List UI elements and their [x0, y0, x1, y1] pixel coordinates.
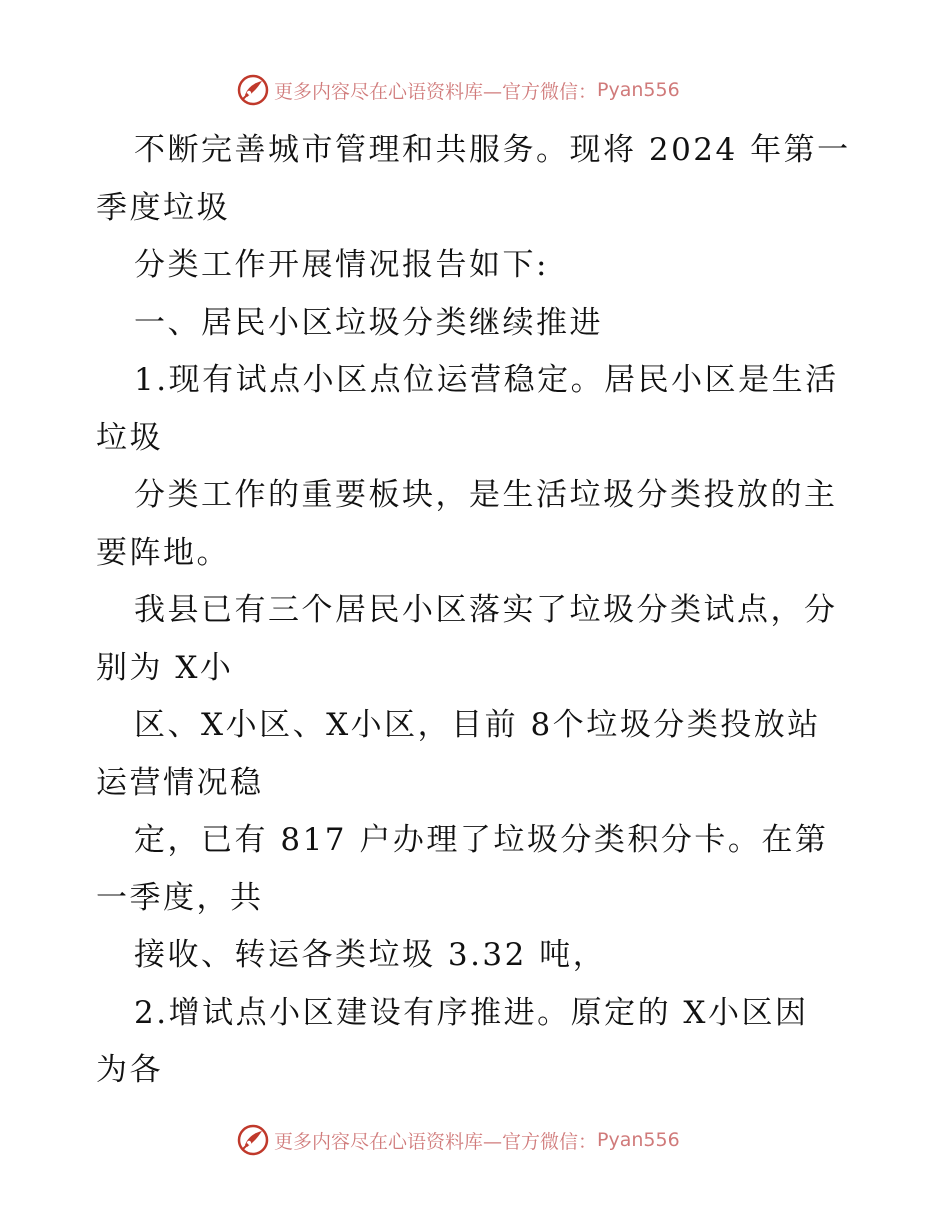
document-body: [96, 122, 856, 1100]
header-watermark-banner: [236, 70, 706, 110]
text-line: 垃圾: [96, 419, 163, 456]
header-banner-text: 更多内容尽在心语资料库—官方微信：: [274, 80, 598, 103]
section-heading: 一、居民小区垃圾分类继续推进: [134, 304, 603, 341]
text-line: 要阵地。: [96, 534, 230, 571]
text-line: 2.增试点小区建设有序推进。原定的 X小区因: [134, 994, 809, 1031]
text-line: 我县已有三个居民小区落实了垃圾分类试点，分: [134, 592, 838, 628]
footer-banner-account: Pyan556: [597, 1129, 680, 1151]
text-line: 为各: [96, 1052, 163, 1088]
text-line: 不断完善城市管理和共服务。现将 2024 年第一: [134, 132, 851, 168]
text-line: 分类工作的重要板块，是生活垃圾分类投放的主: [134, 477, 838, 513]
text-line: 区、X小区、X小区，目前 8个垃圾分类投放站: [134, 707, 821, 743]
footer-banner-text: 更多内容尽在心语资料库—官方微信：: [274, 1130, 598, 1153]
header-banner-account: Pyan556: [597, 79, 680, 101]
text-line: 1.现有试点小区点位运营稳定。居民小区是生活: [134, 362, 839, 398]
text-line: 季度垃圾: [96, 189, 230, 226]
text-line: 定，已有 817 户办理了垃圾分类积分卡。在第: [134, 822, 829, 858]
text-line: 别为 X小: [96, 649, 234, 686]
text-line: 分类工作开展情况报告如下:: [134, 247, 549, 283]
pen-logo-icon: [236, 73, 270, 107]
text-line: 接收、转运各类垃圾 3.32 吨，: [134, 937, 607, 973]
pen-logo-icon: [236, 1123, 270, 1157]
text-line: 一季度，共: [96, 879, 264, 916]
text-line: 运营情况稳: [96, 764, 264, 801]
footer-watermark-banner: [236, 1120, 706, 1160]
